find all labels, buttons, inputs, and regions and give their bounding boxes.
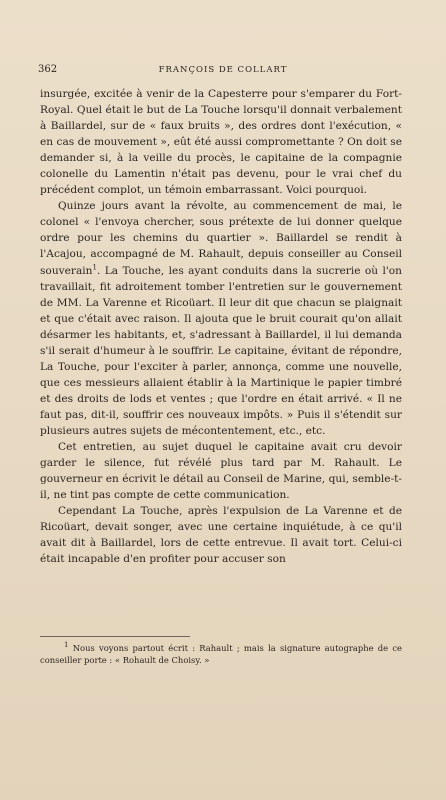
running-head: FRANÇOIS DE COLLART bbox=[158, 65, 288, 75]
footnote-rule bbox=[40, 636, 190, 637]
paragraph-3: Cet entretien, au sujet duquel le capitaine avait cru devoir garder le silence, fut révélé plus tard par M. Rahault. Le gouverneur en écrivit le détail au Conseil de Marine, qui, semble-t-il, ne tint pas compte de cette communication. bbox=[40, 441, 402, 502]
paragraph-2-part-1: Quinze jours avant la révolte, au commencement de mai, le colonel « l'envoya chercher, sous prétexte de lui donner quelque ordre pour les chemins du quartier ». Baillardel se rendit à l'Acajou, accompagné de M. Rahault, depuis conseiller au Conseil souverain bbox=[40, 200, 402, 277]
footnote-text: Nous voyons partout écrit : Rahault ; mais la signature autographe de ce conseiller porte : « Rohault de Choisy. » bbox=[40, 643, 402, 665]
paragraph-1: insurgée, excitée à venir de la Capesterre pour s'emparer du Fort-Royal. Quel était le but de La Touche lorsqu'il donnait verbalement à Baillardel, sur de « faux bruits », des ordres dont l'exécution, « en cas de mouvement », eût été aussi compromettante ? On doit se demander si, à la veille du procès, le capitaine de la compagnie colonelle du Lamentin n'était pas devenu, pour le vrai chef du précédent complot, un témoin embarrassant. Voici pourquoi. bbox=[40, 88, 402, 197]
page-number: 362 bbox=[38, 64, 58, 75]
paragraph-2-part-2: . La Touche, les ayant conduits dans la sucrerie où l'on travaillait, fit adroitement tomber l'entretien sur le gouvernement de MM. La Varenne et Ricoüart. Il leur dit que chacun se plaignait et que c'était avec raison. Il ajouta que le bruit courait qu'on allait désarmer les habitants, et, s'adressant à Baillardel, il lui demanda s'il serait d'humeur à le souffrir. Le capitaine, évitant de répondre, La Touche, pour l'exciter à parler, annonça, comme une nouvelle, que ces messieurs allaient établir à la Martinique le papier timbré et des droits de lods et ventes ; que l'ordre en était arrivé. « Il ne faut pas, dit-il, souffrir ces nouveaux impôts. » Puis il s'étendit sur plusieurs autres sujets de mécontentement, etc., etc. bbox=[40, 264, 402, 437]
paragraph-2 bbox=[40, 198, 402, 439]
page-header bbox=[38, 64, 408, 78]
body-text bbox=[40, 86, 402, 567]
paragraph-4: Cependant La Touche, après l'expulsion de La Varenne et de Ricoüart, devait songer, avec une certaine inquiétude, à ce qu'il avait dit à Baillardel, lors de cette entrevue. Il avait tort. Celui-ci était incapable d'en profiter pour accuser son bbox=[40, 505, 402, 566]
footnote bbox=[40, 643, 402, 666]
footnote-reference: 1 bbox=[92, 262, 97, 271]
footnote-marker: 1 bbox=[64, 641, 69, 650]
